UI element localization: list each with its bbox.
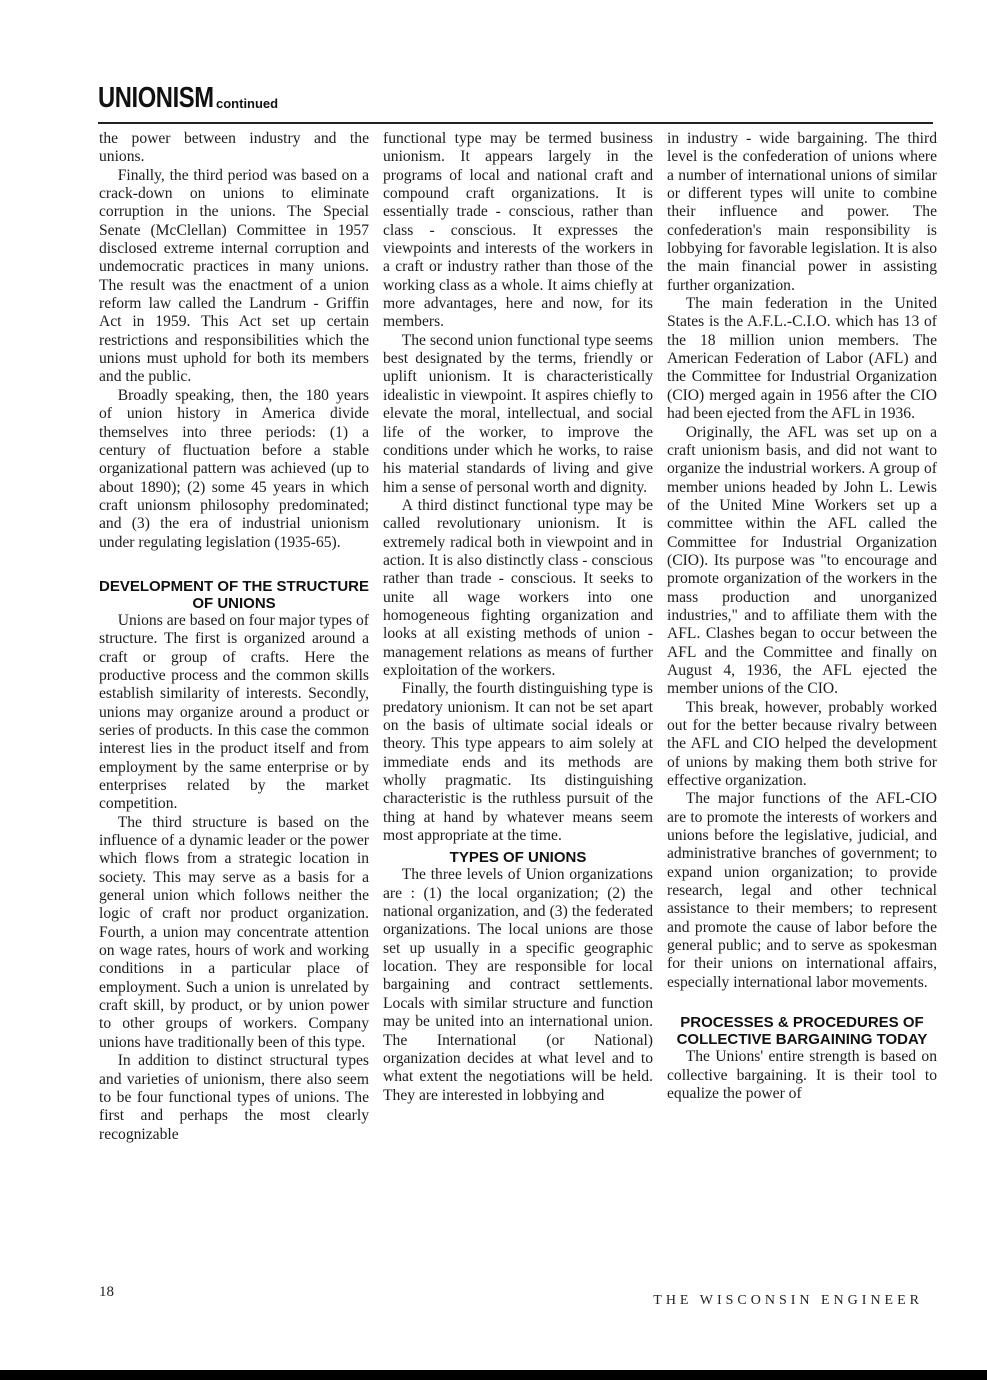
section-heading: DEVELOPMENT OF THE STRUCTURE OF UNIONS: [99, 577, 370, 612]
paragraph: The three levels of Union organizations are : (1) the local organization; (2) the national organization, and (3) the federated organizations. The local unions are those set up usually in a specific geographic location. They are responsible for local bargaining and contract settlements. Locals with similar structure and function may be united into an international union. The International (or National) organization decides at what level and to what extent the negotiations will be held. They are interested in lobbying and: [383, 866, 653, 1104]
column-2: [383, 130, 653, 1105]
paragraph: The second union functional type seems best designated by the terms, friendly or uplift unionism. It is characteristically idealistic in viewpoint. It aspires chiefly to elevate the moral, intellectual, and social life of the worker, to improve the conditions under which he works, to raise his material standards of living and give him a sense of personal worth and dignity.: [383, 331, 653, 496]
column-1: [99, 130, 369, 1144]
section-heading: TYPES OF UNIONS: [449, 849, 587, 867]
paragraph: functional type may be termed business unionism. It appears largely in the programs of local and national craft and compound craft organizations. It is essentially trade - conscious, rather than class - conscious. It expresses the viewpoints and interests of the workers in a craft or industry rather than those of the working class as a whole. It aims chiefly at more advantages, here and now, for its members.: [383, 130, 653, 331]
paragraph: The main federation in the United States is the A.F.L.-C.I.O. which has 13 of the 18 million union members. The American Federation of Labor (AFL) and the Committee for Industrial Organization (CIO) merged again in 1956 after the CIO had been ejected from the AFL in 1936.: [667, 295, 937, 423]
page-number: 18: [99, 1284, 114, 1300]
paragraph: The major functions of the AFL-CIO are to promote the interests of workers and unions before the legislative, judicial, and administrative branches of government; to expand union organization; to provide research, legal and other technical assistance to their members; to represent and promote the cause of labor before the general public; and to serve as spokesman for their unions on international affairs, especially international labor movements.: [667, 790, 937, 991]
paragraph: Originally, the AFL was set up on a craft unionism basis, and did not want to organize the industrial workers. A group of member unions headed by John L. Lewis of the United Mine Workers set up a committee within the AFL called the Committee for Industrial Organization (CIO). Its purpose was "to encourage and promote organization of the workers in the mass production and unorganized industries," and to affiliate them with the AFL. Clashes began to occur between the AFL and the Committee and finally on August 4, 1936, the AFL ejected the member unions of the CIO.: [667, 423, 937, 698]
paragraph: Broadly speaking, then, the 180 years of union history in America divide themselves into three periods: (1) a century of fluctuation before a stable organizational pattern was achieved (up to about 1890); (2) some 45 years in which craft unionsm philosophy predominated; and (3) the era of industrial unionism under regulating legislation (1935-65).: [99, 386, 369, 551]
paragraph: The third structure is based on the influence of a dynamic leader or the power which flows from a strategic location in society. This may serve as a basis for a general union which follows neither the logic of craft nor product organization. Fourth, a union may concentrate attention on wage rates, hours of work and working conditions in a particular place of employment. Such a union is unrelated by craft skill, by product, or by union power to other groups of workers. Company unions have traditionally been of this type.: [99, 813, 369, 1051]
journal-name: THE WISCONSIN ENGINEER: [653, 1293, 923, 1308]
paragraph: Finally, the fourth distinguishing type is predatory unionism. It can not be set apart on the basis of ultimate social ideals or theory. This type appears to aim solely at immediate ends and its methods are wholly pragmatic. Its distinguishing characteristic is the ruthless pursuit of the thing at hand by whatever means seem most appropriate at the time.: [383, 680, 653, 845]
section-title: UNIONISM: [98, 82, 214, 114]
paragraph: Finally, the third period was based on a crack-down on unions to eliminate corruption in the unions. The Special Senate (McClellan) Committee in 1957 disclosed extreme internal corruption and undemocratic practices in many unions. The result was the enactment of a union reform law called the Landrum - Griffin Act in 1959. This Act set up certain restrictions and responsibilities which the unions must uphold for both its members and the public.: [99, 166, 369, 386]
paragraph: the power between industry and the unions.: [99, 130, 369, 166]
section-heading: PROCESSES & PROCEDURES OF COLLECTIVE BARGAINING TODAY: [676, 1014, 928, 1049]
column-3: [667, 130, 937, 1103]
paragraph: A third distinct functional type may be called revolutionary unionism. It is extremely radical both in viewpoint and in action. It is also distinctly class - conscious rather than trade - conscious. It seeks to unite all wage workers into one homogeneous fighting organization and looks at all existing methods of union - management relations as means of further exploitation of the workers.: [383, 496, 653, 679]
section-subtitle: continued: [216, 96, 279, 111]
paragraph: in industry - wide bargaining. The third level is the confederation of unions where a number of international unions of similar or different types will unite to combine their influence and power. The confederation's main responsibility is lobbying for favorable legislation. It is also the main financial power in assisting further organization.: [667, 130, 937, 294]
paragraph: The Unions' entire strength is based on collective bargaining. It is their tool to equalize the power of: [667, 1048, 937, 1102]
page-header: [98, 82, 933, 124]
paragraph: This break, however, probably worked out for the better because rivalry between the AFL and CIO helped the development of unions by making them both strive for effective organization.: [667, 698, 937, 790]
scan-edge-bar: [0, 1370, 987, 1380]
paragraph: In addition to distinct structural types and varieties of unionism, there also seem to be four functional types of unions. The first and perhaps the most clearly recognizable: [99, 1052, 369, 1143]
paragraph: Unions are based on four major types of structure. The first is organized around a craft or group of crafts. Here the productive process and the common skills establish similarity of interests. Secondly, unions may organize around a product or series of products. In this case the common interest lies in the product itself and from employment by the same enterprise or by enterprises related by the market competition.: [99, 611, 369, 813]
